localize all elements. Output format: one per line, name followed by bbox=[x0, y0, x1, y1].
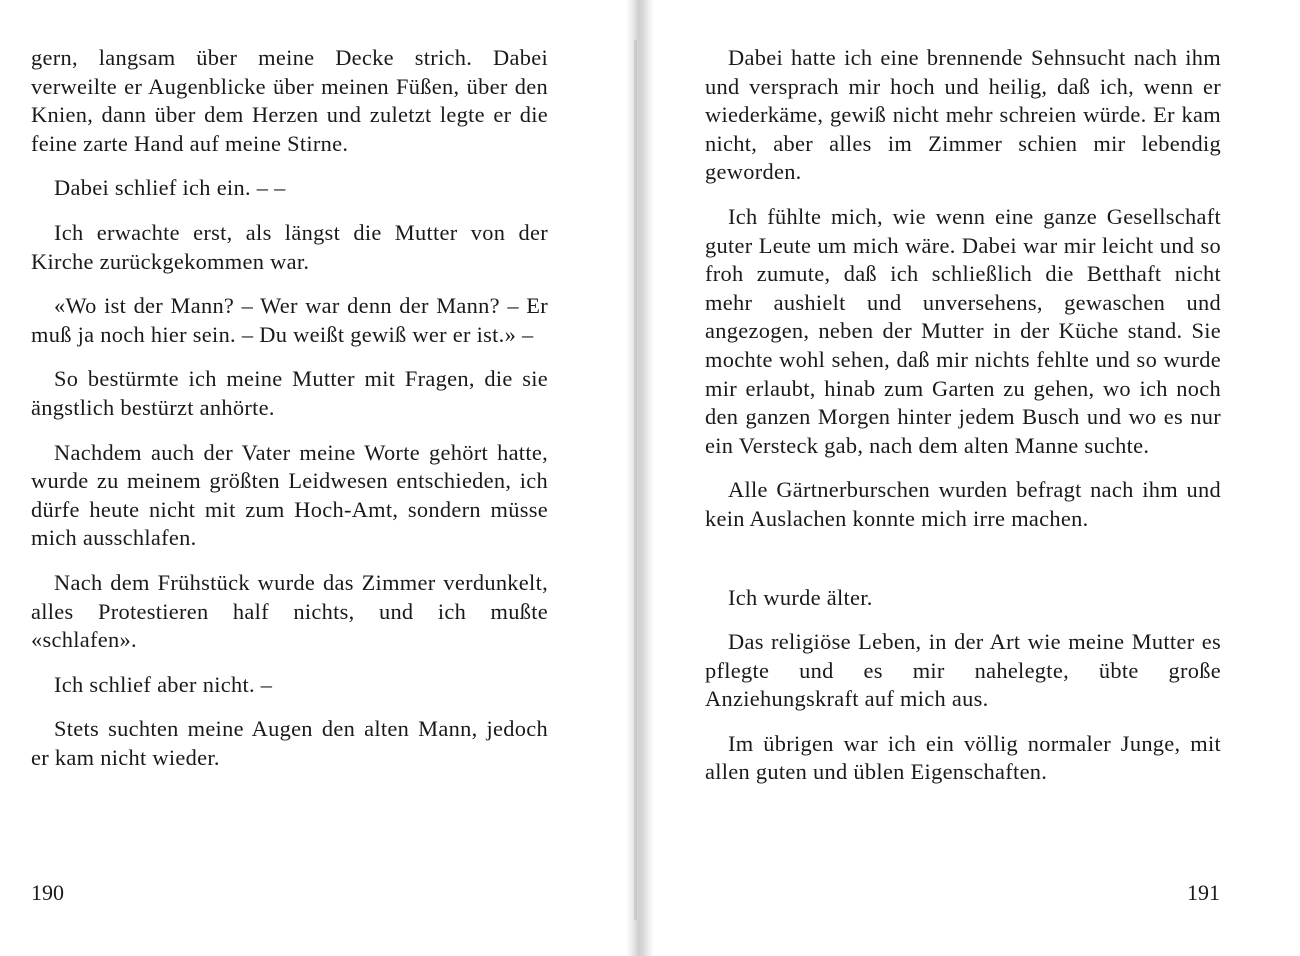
paragraph: Im übrigen war ich ein völlig normaler Junge, mit allen guten und üblen Eigenschaften. bbox=[705, 730, 1221, 785]
paragraph: Ich schlief aber nicht. – bbox=[54, 671, 273, 697]
paragraph: Ich wurde älter. bbox=[728, 584, 873, 610]
paragraph: Nachdem auch der Vater meine Worte gehört hatte, wurde zu meinem größten Leidwesen entschieden, ich dürfe heute nicht mit zum Hoch-Amt, sondern müsse mich ausschlafen. bbox=[31, 439, 548, 551]
left-page-text bbox=[31, 44, 548, 772]
paragraph: Alle Gärtnerburschen wurden befragt nach ihm und kein Auslachen konnte mich irre machen. bbox=[705, 477, 1221, 531]
right-page-text bbox=[705, 44, 1221, 787]
paragraph: Stets suchten meine Augen den alten Mann, jedoch er kam nicht wieder. bbox=[31, 716, 548, 770]
gutter-shadow bbox=[634, 40, 637, 920]
right-page bbox=[654, 0, 1300, 956]
paragraph: Dabei hatte ich eine brennende Sehnsucht nach ihm und versprach mir hoch und heilig, daß ich, wenn er wiederkäme, gewiß nicht mehr schreien würde. Er kam nicht, aber alles im Zimmer schien mir lebendig geworden. bbox=[705, 45, 1221, 185]
page-number: 191 bbox=[1187, 880, 1220, 905]
paragraph: Ich erwachte erst, als längst die Mutter von der Kirche zurückgekommen war. bbox=[31, 219, 548, 274]
paragraph: Das religiöse Leben, in der Art wie meine Mutter es pflegte und es mir nahelegte, übte große Anziehungskraft auf mich aus. bbox=[705, 629, 1221, 712]
book-gutter bbox=[626, 0, 654, 956]
paragraph: Dabei schlief ich ein. – – bbox=[54, 175, 286, 201]
paragraph: Nach dem Frühstück wurde das Zimmer verdunkelt, alles Protestieren half nichts, und ich mußte «schlafen». bbox=[31, 569, 548, 653]
paragraph: gern, langsam über meine Decke strich. Dabei verweilte er Augenblicke über meinen Füßen, über den Knien, dann über dem Herzen und zuletzt legte er die feine zarte Hand auf meine Stirne. bbox=[31, 45, 548, 156]
left-page bbox=[0, 0, 628, 956]
paragraph: «Wo ist der Mann? – Wer war denn der Mann? – Er muß ja noch hier sein. – Du weißt gewiß wer er ist.» – bbox=[31, 293, 548, 347]
paragraph: So bestürmte ich meine Mutter mit Fragen, die sie ängstlich bestürzt anhörte. bbox=[31, 366, 548, 420]
page-number: 190 bbox=[31, 880, 64, 905]
paragraph: Ich fühlte mich, wie wenn eine ganze Gesellschaft guter Leute um mich wäre. Dabei war mir leicht und so froh zumute, daß ich schließlich die Betthaft nicht mehr aushielt und unversehens, gewaschen und angezogen, neben der Mutter in der Küche stand. Sie mochte wohl sehen, daß mir nichts fehlte und so wurde mir erlaubt, hinab zum Garten zu gehen, wo ich noch den ganzen Morgen hinter jedem Busch und wo es nur ein Versteck gab, nach dem alten Manne suchte. bbox=[705, 203, 1221, 458]
